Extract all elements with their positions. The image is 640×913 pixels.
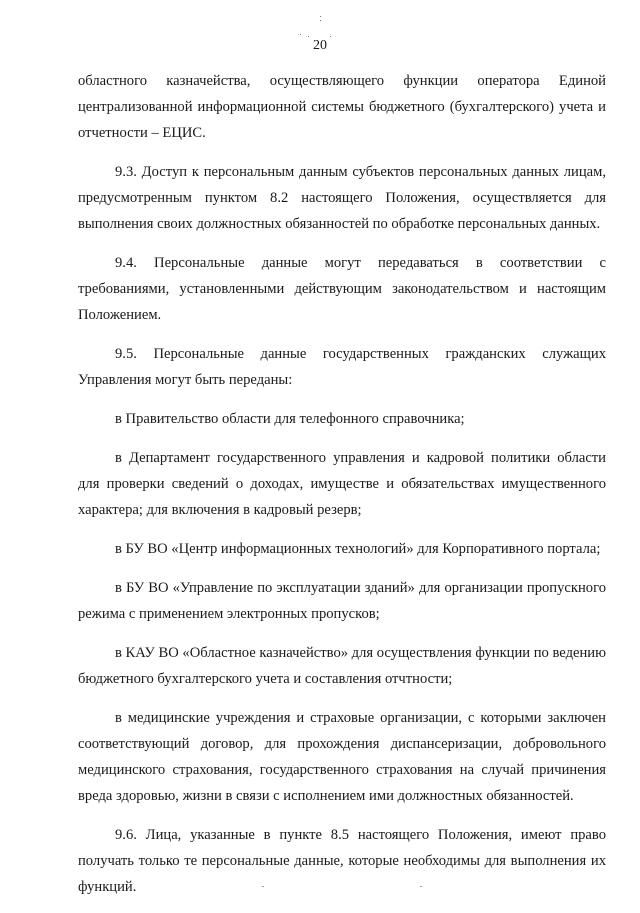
document-body [78, 68, 606, 913]
scan-artifact [420, 886, 422, 887]
paragraph: 9.5. Персональные данные государственных гражданских служащих Управления могут быть переданы: [78, 346, 606, 388]
scan-artifact [262, 886, 264, 887]
page-number: 20 [313, 38, 327, 53]
paragraph: в Правительство области для телефонного справочника; [115, 411, 465, 427]
paragraph: в Департамент государственного управления и кадровой политики области для проверки сведений о доходах, имуществе и обязательствах имущественного характера; для включения в кадровый резерв; [78, 450, 606, 518]
paragraph: 9.4. Персональные данные могут передаваться в соответствии с требованиями, установленными действующим законодательством и настоящим Положением. [78, 255, 606, 323]
paragraph: 9.3. Доступ к персональным данным субъектов персональных данных лицам, предусмотренным пунктом 8.2 настоящего Положения, осуществляется для выполнения своих должностных обязанностей по обработке персональных данных. [78, 164, 606, 232]
paragraph: 9.6. Лица, указанные в пункте 8.5 настоящего Положения, имеют право получать только те персональные данные, которые необходимы для выполнения их функций. [78, 827, 606, 895]
paragraph: областного казначейства, осуществляющего функции оператора Единой централизованной информационной системы бюджетного (бухгалтерского) учета и отчетности – ЕЦИС. [78, 73, 606, 141]
paragraph: в БУ ВО «Центр информационных технологий» для Корпоративного портала; [115, 541, 601, 557]
paragraph: в медицинские учреждения и страховые организации, с которыми заключен соответствующий договор, для прохождения диспансеризации, добровольного медицинского страхования, государственного страхования на случай причинения вреда здоровью, жизни в связи с исполнением ими должностных обязанностей. [78, 710, 606, 804]
paragraph: в КАУ ВО «Областное казначейство» для осуществления функции по ведению бюджетного бухгалтерского учета и составления отчтности; [78, 645, 607, 687]
paragraph: в БУ ВО «Управление по эксплуатации зданий» для организации пропускного режима с применением электронных пропусков; [78, 580, 606, 622]
